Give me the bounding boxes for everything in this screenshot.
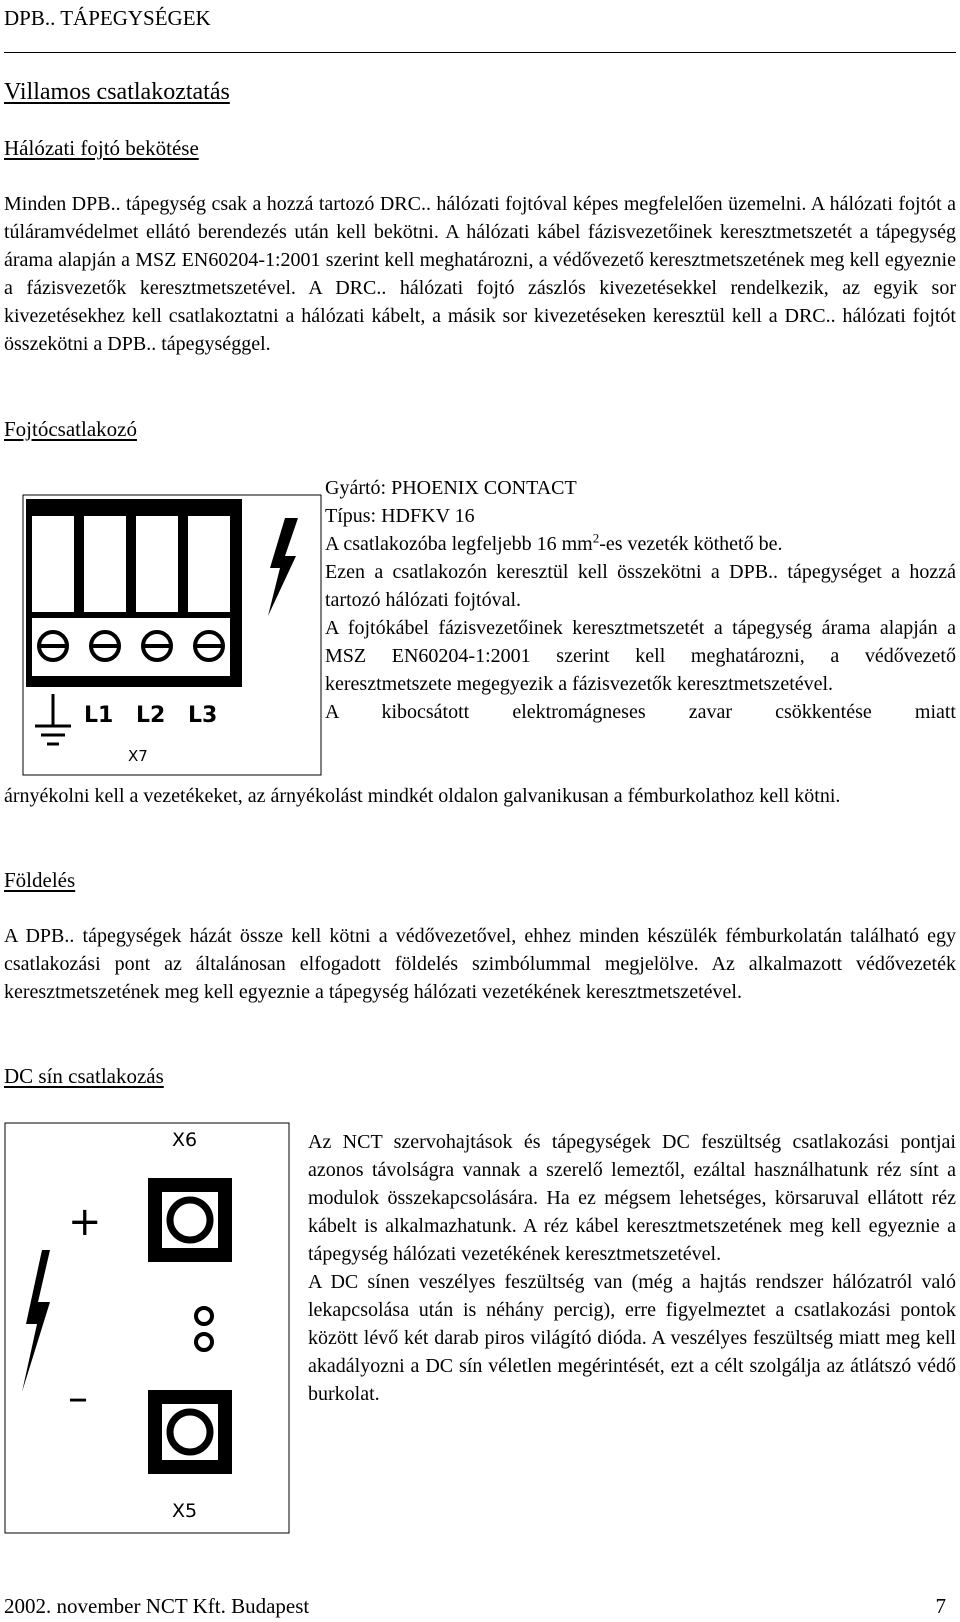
connector-figure xyxy=(22,494,322,776)
connector-type: Típus: HDFKV 16 xyxy=(325,505,475,527)
connector-wire-size: A csatlakozóba legfeljebb 16 $mm^2-es$ vezeték köthető be. xyxy=(325,530,783,555)
dc-bus-description xyxy=(308,1128,956,1408)
terminal-label-l3: L3 xyxy=(188,703,218,728)
header-divider xyxy=(4,52,956,53)
footer-date-company: 2002. november NCT Kft. Budapest xyxy=(4,1594,310,1618)
section-title: Villamos csatlakoztatás xyxy=(4,79,230,105)
page-header-title: DPB.. TÁPEGYSÉGEK xyxy=(4,6,211,30)
lightning-warning-icon xyxy=(268,518,298,616)
dc-bus-paragraph-2: A DC sínen veszélyes feszültség van (még a hajtás rendszer hálózatról való lekapcsolása után is néhány percig), erre figyelmeztet a csatlakozási pontok között lévő két darab piros világító dióda. A veszélyes feszültség miatt meg kell akadályozni a DC sín véletlen megérintését, ezt a célt szolgálja az átlátszó védő burkolat. xyxy=(308,1271,956,1405)
negative-polarity-label: – xyxy=(68,1375,88,1421)
earth-symbol-icon xyxy=(35,694,71,744)
led-indicator-icon xyxy=(196,1308,212,1324)
led-indicator-icon xyxy=(196,1334,212,1350)
dc-bus-figure xyxy=(4,1122,290,1534)
mains-choke-heading: Hálózati fojtó bekötése xyxy=(4,136,199,160)
dc-terminal-top-label: X6 xyxy=(172,1129,198,1151)
positive-polarity-label: + xyxy=(68,1199,102,1245)
mains-choke-paragraph: Minden DPB.. tápegység csak a hozzá tartozó DRC.. hálózati fojtóval képes megfelelően üzemelni. A hálózati fojtót a túláramvédelmet ellátó berendezés után kell bekötni. A hálózati kábel fázisvezetőinek keresztmetszetét a tápegység árama alapján a MSZ EN60204-1:2001 szerint kell meghatározni, a védővezető keresztmetszetének meg kell egyeznie a fázisvezetők keresztmetszetével. A DRC.. hálózati fojtó zászlós kivezetésekkel rendelkezik, az egyik sor kivezetésekhez kell csatlakoztatni a hálózati kábelt, a másik sor kivezetéseken keresztül kell a DRC.. hálózati fojtót összekötni a DPB.. tápegységgel. xyxy=(4,193,956,355)
page-number: 7 xyxy=(935,1594,946,1618)
connector-manufacturer: Gyártó: PHOENIX CONTACT xyxy=(325,477,577,499)
earthing-paragraph: A DPB.. tápegységek házát össze kell kötni a védővezetővel, ehhez minden készülék fémburkolatán található egy csatlakozási pont az általánosan elfogadott földelés szimbólummal megjelölve. Az alkalmazott védővezeték keresztmetszetének meg kell egyeznie a tápegység hálózati vezetékének keresztmetszetével. xyxy=(4,925,956,1003)
terminal-label-l1: L1 xyxy=(84,703,114,728)
dc-terminal-bottom-label: X5 xyxy=(172,1500,198,1522)
connector-paragraph-4-start: A kibocsátott elektromágneses zavar csökkentése miatt xyxy=(325,701,956,723)
connector-description xyxy=(325,474,956,726)
earthing-heading: Földelés xyxy=(4,868,76,892)
connector-heading: Fojtócsatlakozó xyxy=(4,417,137,441)
connector-paragraph-2: Ezen a csatlakozón keresztül kell összekötni a DPB.. tápegységet a hozzá tartozó hálózati fojtóval. xyxy=(325,561,956,611)
connector-designator-label: X7 xyxy=(128,747,148,765)
lightning-warning-icon xyxy=(22,1250,50,1392)
dc-bus-heading: DC sín csatlakozás xyxy=(4,1064,164,1088)
connector-paragraph-4-rest: árnyékolni kell a vezetékeket, az árnyékolást mindkét oldalon galvanikusan a fémburkolathoz kell kötni. xyxy=(4,785,841,807)
terminal-label-l2: L2 xyxy=(136,703,166,728)
dc-bus-paragraph-1: Az NCT szervohajtások és tápegységek DC feszültség csatlakozási pontjai azonos távolságra vannak a szerelő lemeztől, ezáltal használhatunk réz sínt a modulok összekapcsolására. Ha ez mégsem lehetséges, körsaruval ellátott réz kábelt is alkalmazhatunk. A réz kábel keresztmetszetének meg kell egyeznie a tápegység hálózati vezetékének keresztmetszetével. xyxy=(308,1131,956,1265)
connector-paragraph-3: A fojtókábel fázisvezetőinek keresztmetszetét a tápegység árama alapján a MSZ EN60204-1:2001 szerint kell meghatározni, a védővezető keresztmetszete megegyezik a fázisvezetők keresztmetszetével. xyxy=(325,617,956,695)
